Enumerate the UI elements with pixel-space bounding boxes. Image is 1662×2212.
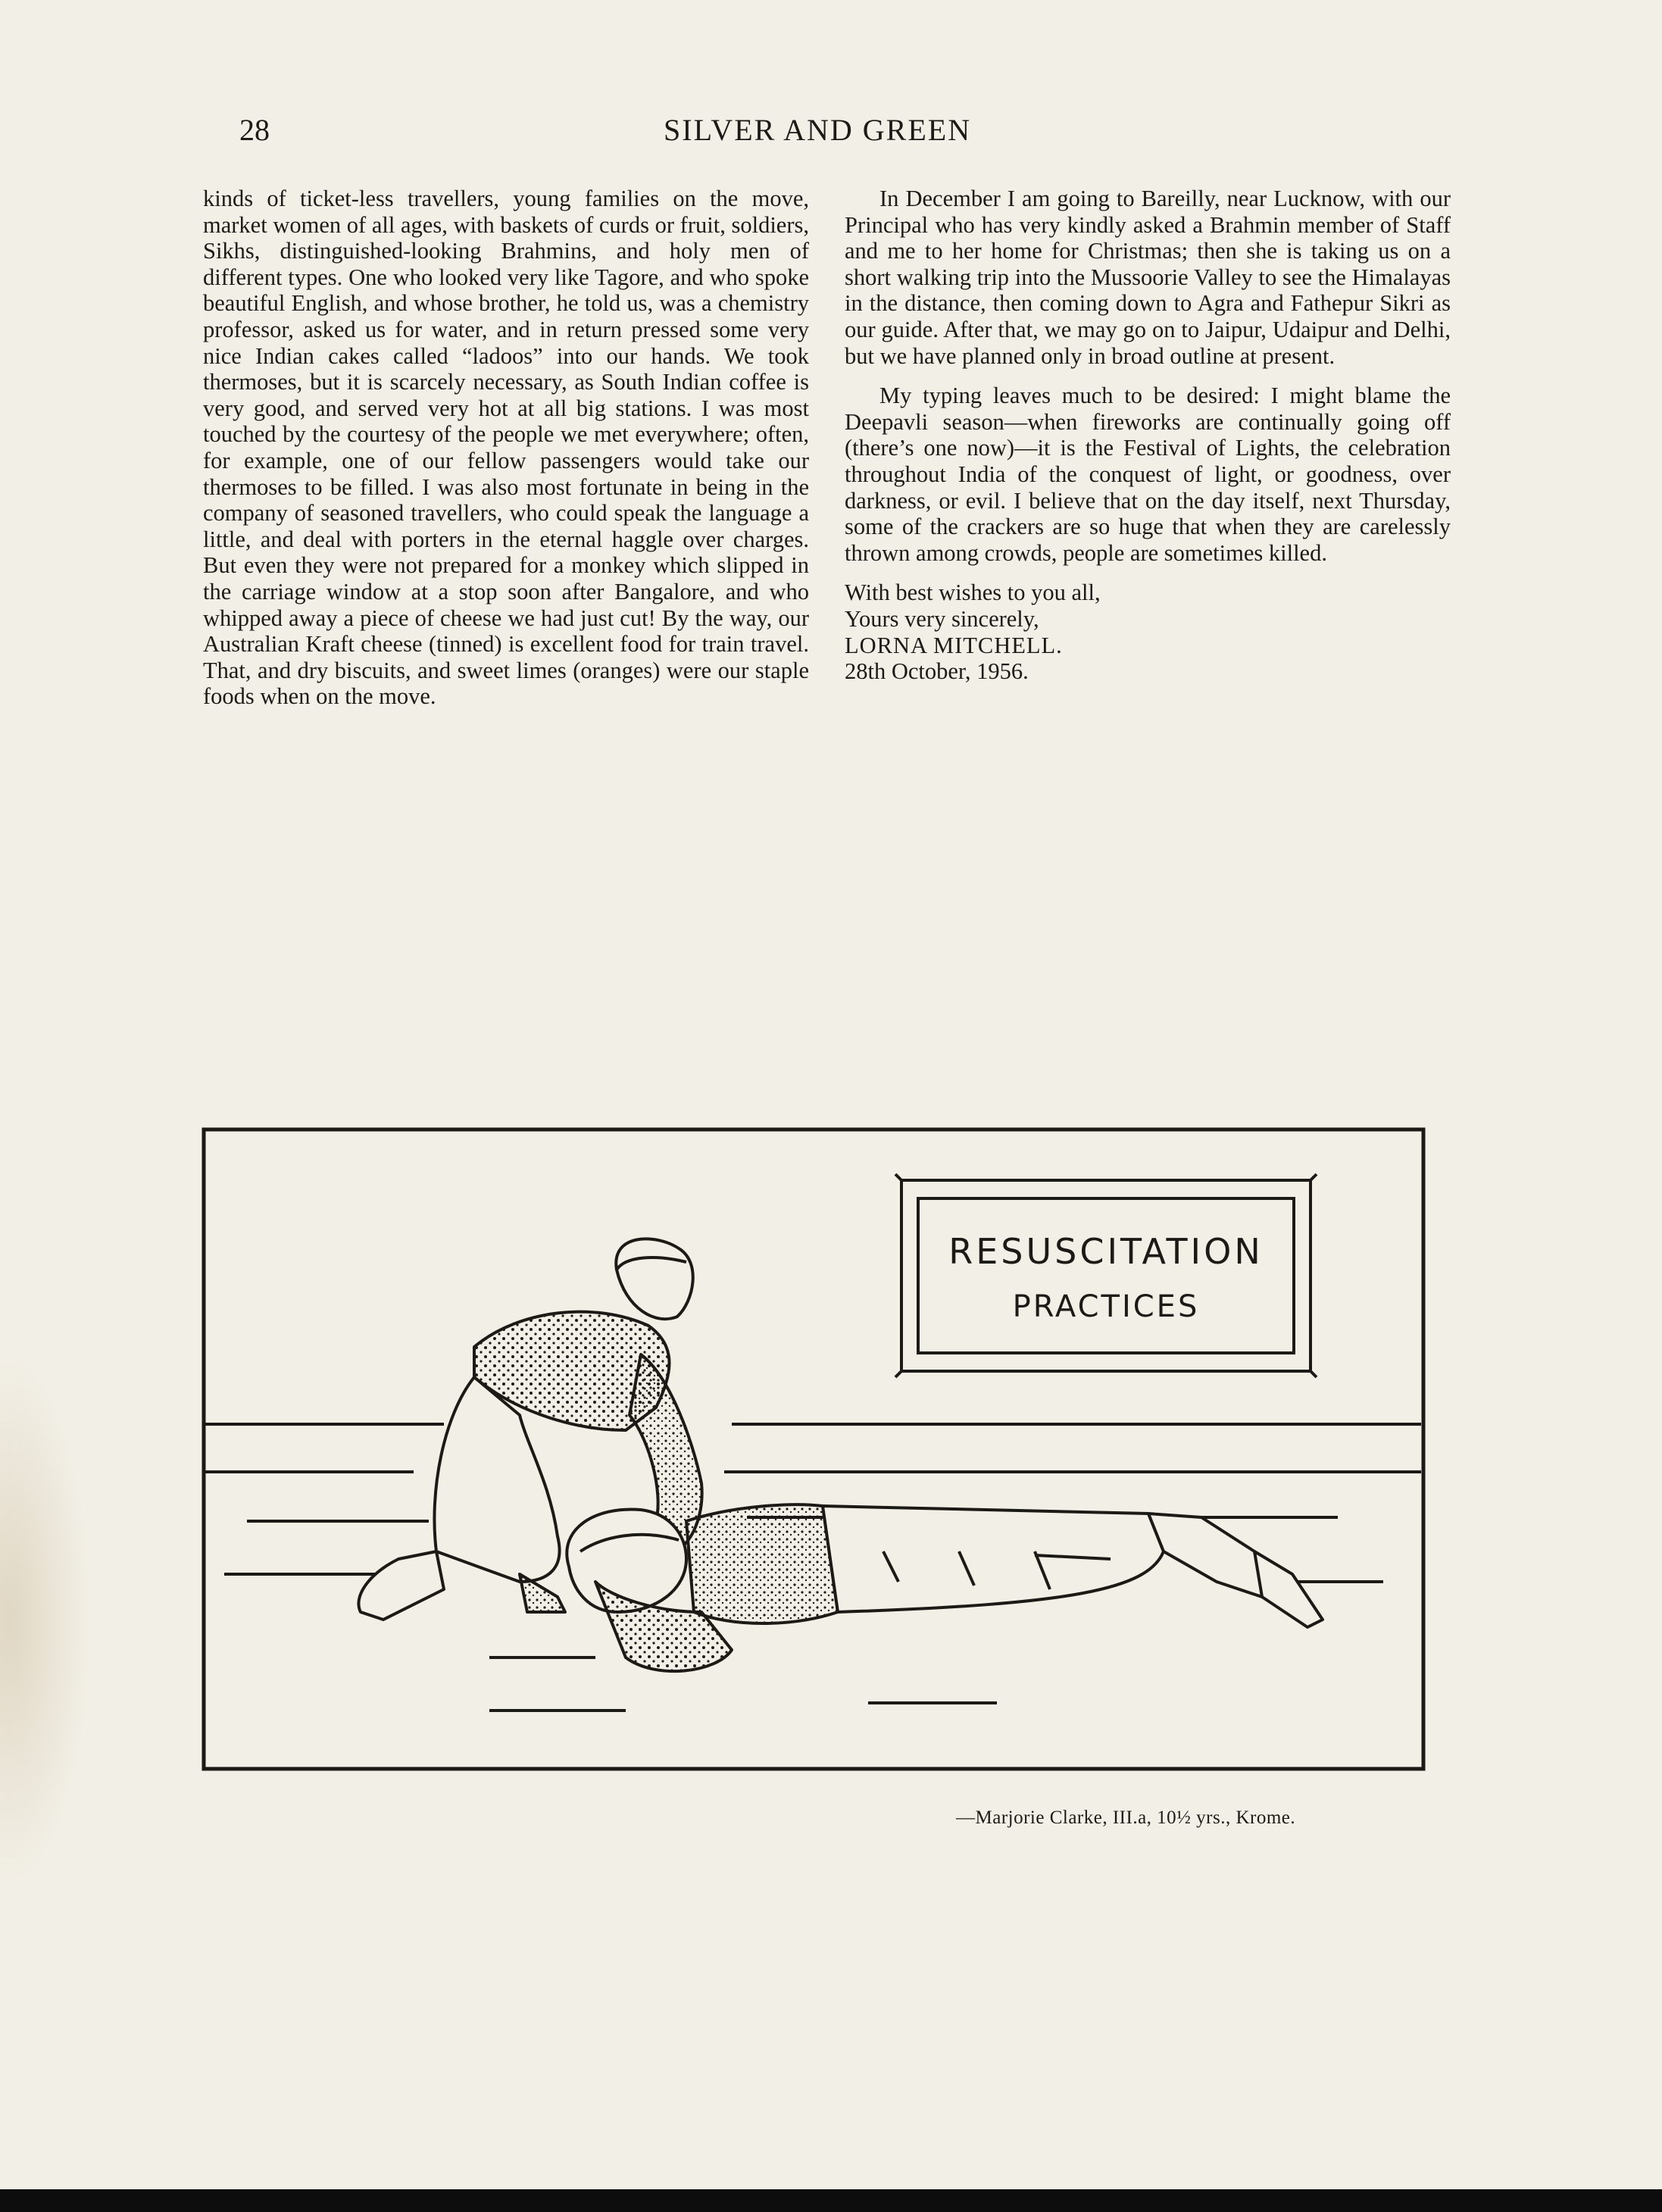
page-number: 28 [239,113,270,147]
signature: LORNA MITCHELL. [845,632,1063,658]
left-column [203,186,809,710]
page-stain [0,1356,91,1886]
sign-line-1: RESUSCITATION [948,1231,1264,1272]
sign-board [895,1174,1317,1377]
right-column [845,186,1451,685]
page-header [239,112,1451,158]
closing-yours: Yours very sincerely, [845,605,1039,632]
closing-wishes: With best wishes to you all, [845,580,1101,606]
sign-line-2: PRACTICES [1012,1289,1200,1324]
drawing-border [204,1129,1423,1769]
right-column-paragraph-2: My typing leaves much to be desired: I might blame the Deepavli season—when fireworks are continually going off (there’s one now)—it is the Festival of Lights, the celebration throughout India of the conquest of light, or goodness, over darkness, or evil. I believe that on the day itself, next Thursday, some of the crackers are so huge that when they are carelessly thrown among crowds, people are sometimes killed. [845,383,1451,566]
running-title: SILVER AND GREEN [664,113,972,147]
letter-date: 28th October, 1956. [845,658,1029,685]
illustration-credit: —Marjorie Clarke, III.a, 10½ yrs., Krome. [956,1807,1296,1828]
right-column-paragraph-1: In December I am going to Bareilly, near Lucknow, with our Principal who has very kindly asked a Brahmin member of Staff and me to her home for Christmas; then she is taking us on a short walking trip into the Mussoorie Valley to see the Himalayas in the distance, then coming down to Agra and Fathepur Sikri as our guide. After that, we may go on to Jaipur, Udaipur and Delhi, but we have planned only in broad outline at present. [845,186,1451,369]
left-column-paragraph: kinds of ticket-less travellers, young families on the move, market women of all ages, with baskets of curds or fruit, soldiers, Sikhs, distinguished-looking Brahmins, and holy men of different types. One who looked very like Tagore, and who spoke beautiful English, and whose brother, he told us, was a chemistry professor, asked us for water, and in return pressed some very nice Indian cakes called “ladoos” into our hands. We took thermoses, but it is scarcely necessary, as South Indian coffee is very good, and served very hot at all big stations. I was most touched by the courtesy of the people we met everywhere; often, for example, one of our fellow passengers would take our thermoses to be filled. I was also most fortunate in being in the company of seasoned travellers, who could speak the language a little, and deal with porters in the eternal haggle over charges. But even they were not prepared for a monkey which slipped in the carriage window at a stop soon after Bangalore, and who whipped away a piece of cheese we had just cut! By the way, our Australian Kraft cheese (tinned) is excellent food for train travel. That, and dry biscuits, and sweet limes (oranges) were our staple foods when on the move. [203,186,809,710]
scan-bottom-edge [0,2189,1662,2212]
resuscitation-drawing [202,1127,1427,1773]
